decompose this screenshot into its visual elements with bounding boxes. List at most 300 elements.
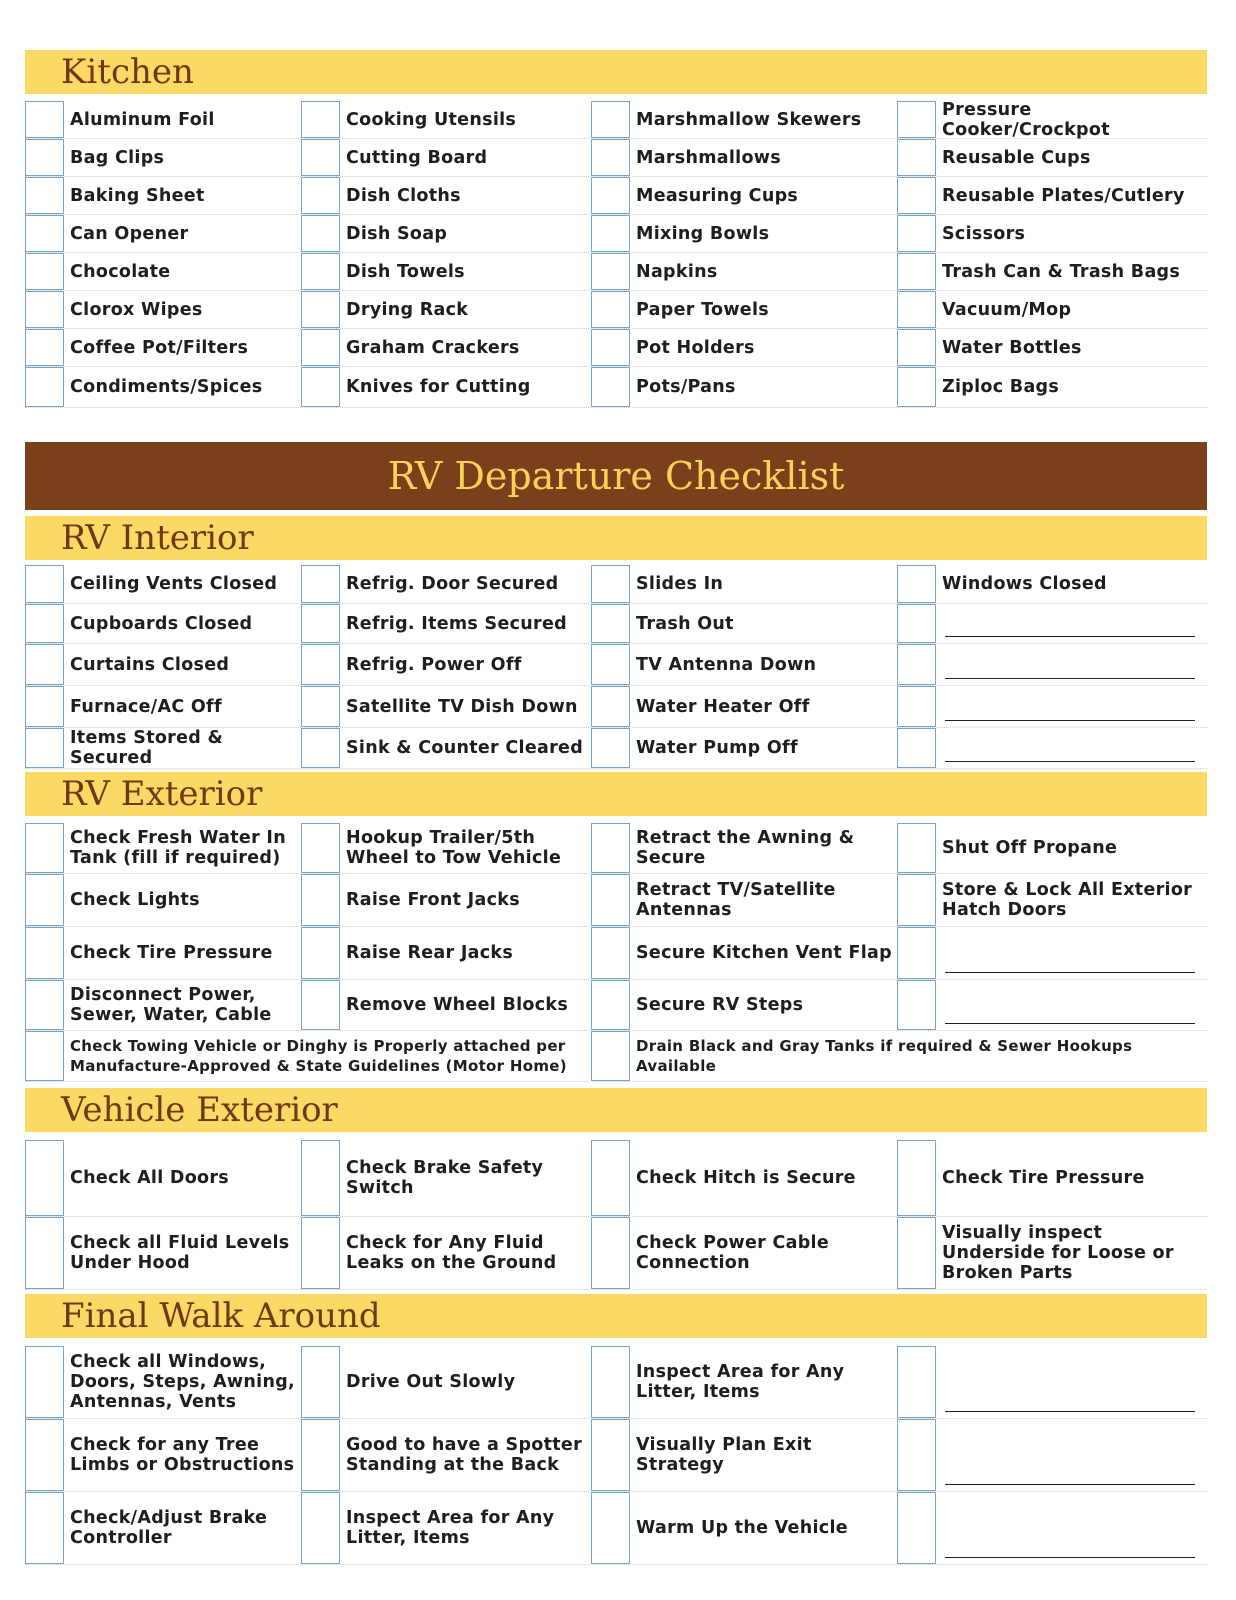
- item-label: Check Fresh Water In Tank (fill if required): [70, 828, 286, 868]
- item-label: Dish Soap: [346, 223, 448, 244]
- checklist-item: [897, 980, 1207, 1030]
- checkbox[interactable]: [897, 927, 936, 979]
- checkbox[interactable]: [897, 1140, 936, 1216]
- item-label: Raise Front Jacks: [346, 890, 520, 910]
- checklist-row: [25, 329, 1207, 367]
- checkbox[interactable]: [25, 728, 64, 768]
- checklist-row: [25, 823, 1207, 874]
- checkbox[interactable]: [591, 874, 630, 926]
- checklist-item: [25, 980, 301, 1030]
- checklist-row: [25, 139, 1207, 177]
- checklist-item: [897, 823, 1207, 873]
- item-label: Items Stored & Secured: [70, 728, 224, 768]
- checklist-row: [25, 1217, 1207, 1290]
- checkbox[interactable]: [897, 139, 936, 176]
- checklist-item: [591, 253, 897, 290]
- item-label: Chocolate: [70, 261, 171, 282]
- checklist-item: [591, 1217, 897, 1289]
- checkbox[interactable]: [25, 823, 64, 873]
- checkbox[interactable]: [591, 686, 630, 727]
- checklist-item: [301, 604, 591, 643]
- checkbox[interactable]: [897, 1492, 936, 1564]
- checklist-row: [25, 565, 1207, 604]
- checklist-item: [25, 823, 301, 873]
- checklist-item: [591, 291, 897, 328]
- item-label: Reusable Plates/Cutlery: [942, 185, 1185, 206]
- checkbox[interactable]: [591, 253, 630, 290]
- item-label: Napkins: [636, 261, 718, 282]
- checkbox[interactable]: [591, 215, 630, 252]
- checkbox[interactable]: [897, 1217, 936, 1289]
- checkbox[interactable]: [25, 1140, 64, 1216]
- checklist-item: [25, 101, 301, 138]
- checklist-item: [301, 1419, 591, 1491]
- checkbox[interactable]: [25, 980, 64, 1030]
- checkbox[interactable]: [301, 1346, 340, 1418]
- checklist-item: [301, 215, 591, 252]
- item-label: Check/Adjust Brake Controller: [70, 1508, 268, 1548]
- final-walk-title: Final Walk Around: [61, 1296, 381, 1336]
- item-label: Check all Windows, Doors, Steps, Awning, Antennas, Vents: [70, 1352, 295, 1412]
- item-label: Can Opener: [70, 223, 189, 244]
- checkbox[interactable]: [591, 367, 630, 407]
- checklist-item: [301, 874, 591, 926]
- checklist-row: [25, 728, 1207, 769]
- item-label: Condiments/Spices: [70, 377, 263, 397]
- page-title: RV Departure Checklist: [25, 442, 1207, 510]
- checkbox[interactable]: [301, 686, 340, 727]
- checklist-item: [301, 101, 591, 138]
- checklist-item: [897, 101, 1207, 138]
- checkbox[interactable]: [897, 253, 936, 290]
- checkbox[interactable]: [25, 139, 64, 176]
- checklist-row: [25, 1140, 1207, 1217]
- checkbox[interactable]: [897, 367, 936, 407]
- checkbox[interactable]: [25, 604, 64, 643]
- checklist-row: [25, 1031, 1207, 1082]
- checklist-item: [591, 1419, 897, 1491]
- item-label: Vacuum/Mop: [942, 299, 1072, 320]
- checklist-item: [25, 1419, 301, 1491]
- final-walk-header: [25, 1294, 1207, 1338]
- item-label: Inspect Area for Any Litter, Items: [346, 1508, 555, 1548]
- checkbox[interactable]: [591, 823, 630, 873]
- checklist-row: [25, 367, 1207, 408]
- checkbox[interactable]: [25, 215, 64, 252]
- item-label: Aluminum Foil: [70, 109, 215, 130]
- checkbox[interactable]: [25, 1492, 64, 1564]
- checklist-item: [591, 874, 897, 926]
- checklist-item: [897, 1140, 1207, 1216]
- blank-write-in-line: [945, 678, 1195, 679]
- checklist-item: [897, 565, 1207, 603]
- checklist-item: [591, 1140, 897, 1216]
- checklist-item: [897, 1217, 1207, 1289]
- checkbox[interactable]: [897, 644, 936, 685]
- item-label: Inspect Area for Any Litter, Items: [636, 1362, 845, 1402]
- blank-write-in-line: [945, 720, 1195, 721]
- checkbox[interactable]: [25, 367, 64, 407]
- checklist-row: [25, 604, 1207, 644]
- checklist-item: [897, 291, 1207, 328]
- item-label: Drive Out Slowly: [346, 1372, 516, 1392]
- item-label: Hookup Trailer/5th Wheel to Tow Vehicle: [346, 828, 562, 868]
- item-label: Secure RV Steps: [636, 995, 804, 1015]
- item-label: Remove Wheel Blocks: [346, 995, 569, 1015]
- checkbox[interactable]: [301, 367, 340, 407]
- item-label: Cupboards Closed: [70, 613, 253, 634]
- item-label: Refrig. Door Secured: [346, 574, 559, 594]
- rv-exterior-checklist: [25, 823, 1207, 1082]
- checkbox[interactable]: [25, 1419, 64, 1491]
- checklist-item: [25, 565, 301, 603]
- checklist-item: [25, 1217, 301, 1289]
- checkbox[interactable]: [591, 177, 630, 214]
- checkbox[interactable]: [25, 291, 64, 328]
- checklist-item: [25, 1140, 301, 1216]
- item-label: Disconnect Power, Sewer, Water, Cable: [70, 985, 272, 1025]
- checklist-item: [301, 329, 591, 366]
- checklist-item: [25, 139, 301, 176]
- blank-write-in-line: [945, 1023, 1195, 1024]
- checklist-item: [897, 728, 1207, 768]
- checkbox[interactable]: [301, 565, 340, 603]
- item-label: Raise Rear Jacks: [346, 943, 514, 963]
- checkbox[interactable]: [591, 291, 630, 328]
- blank-write-in-line: [945, 1484, 1195, 1485]
- checklist-item: [301, 823, 591, 873]
- checkbox[interactable]: [897, 1419, 936, 1491]
- checkbox[interactable]: [25, 329, 64, 366]
- checkbox[interactable]: [301, 604, 340, 643]
- item-label: Dish Cloths: [346, 185, 461, 206]
- checkbox[interactable]: [897, 101, 936, 138]
- checklist-item: [301, 291, 591, 328]
- checklist-item: [301, 644, 591, 685]
- checklist-item: [25, 215, 301, 252]
- checklist-item: [301, 253, 591, 290]
- checkbox[interactable]: [301, 823, 340, 873]
- blank-write-in-line: [945, 972, 1195, 973]
- checkbox[interactable]: [25, 253, 64, 290]
- item-label: Cutting Board: [346, 147, 488, 168]
- checklist-item: [301, 728, 591, 768]
- checklist-row: [25, 1346, 1207, 1419]
- item-label: Visually Plan Exit Strategy: [636, 1435, 812, 1475]
- item-label: Reusable Cups: [942, 147, 1091, 168]
- checklist-item: [897, 177, 1207, 214]
- item-label: Drain Black and Gray Tanks if required & Sewer Hookups Available: [636, 1037, 1133, 1075]
- item-label: Curtains Closed: [70, 654, 230, 675]
- checklist-item: [897, 644, 1207, 685]
- checkbox[interactable]: [301, 1217, 340, 1289]
- item-label: Good to have a Spotter Standing at the Back: [346, 1435, 583, 1475]
- checklist-row: [25, 253, 1207, 291]
- checklist-item: [25, 604, 301, 643]
- checklist-item: [25, 644, 301, 685]
- item-label: Check for any Tree Limbs or Obstructions: [70, 1435, 295, 1475]
- checklist-item: [591, 686, 897, 727]
- checkbox[interactable]: [591, 101, 630, 138]
- item-label: Check Lights: [70, 890, 200, 910]
- rv-exterior-header: [25, 772, 1207, 816]
- kitchen-checklist: [25, 101, 1207, 408]
- checkbox[interactable]: [591, 980, 630, 1030]
- checkbox[interactable]: [25, 565, 64, 603]
- checkbox[interactable]: [591, 1031, 630, 1081]
- checklist-item: [25, 874, 301, 926]
- checklist-item: [25, 1346, 301, 1418]
- checklist-item: [25, 329, 301, 366]
- checklist-item: [301, 367, 591, 407]
- checkbox[interactable]: [25, 686, 64, 727]
- checklist-item: [25, 367, 301, 407]
- item-label: Marshmallow Skewers: [636, 109, 862, 130]
- item-label: Visually inspect Underside for Loose or Broken Parts: [942, 1223, 1174, 1283]
- checklist-item: [591, 604, 897, 643]
- item-label: Water Heater Off: [636, 696, 810, 717]
- checkbox[interactable]: [897, 329, 936, 366]
- checkbox[interactable]: [301, 1140, 340, 1216]
- checklist-row: [25, 980, 1207, 1031]
- item-label: Trash Out: [636, 613, 734, 634]
- kitchen-header: [25, 50, 1207, 94]
- checklist-item: [301, 565, 591, 603]
- rv-interior-header: [25, 516, 1207, 560]
- blank-write-in-line: [945, 1411, 1195, 1412]
- rv-interior-checklist: [25, 565, 1207, 769]
- checkbox[interactable]: [897, 728, 936, 768]
- checklist-item: [301, 139, 591, 176]
- item-label: Slides In: [636, 574, 724, 594]
- checklist-item-wide: [25, 1031, 591, 1081]
- checkbox[interactable]: [301, 927, 340, 979]
- item-label: Scissors: [942, 223, 1026, 244]
- checklist-item: [591, 101, 897, 138]
- checklist-item: [25, 927, 301, 979]
- checkbox[interactable]: [591, 644, 630, 685]
- checkbox[interactable]: [897, 177, 936, 214]
- item-label: Shut Off Propane: [942, 838, 1118, 858]
- checkbox[interactable]: [591, 565, 630, 603]
- rv-interior-title: RV Interior: [61, 518, 254, 558]
- checklist-item: [591, 215, 897, 252]
- item-label: Knives for Cutting: [346, 377, 531, 397]
- item-label: Coffee Pot/Filters: [70, 337, 249, 358]
- checklist-item: [897, 1492, 1207, 1564]
- checklist-item: [897, 367, 1207, 407]
- checkbox[interactable]: [301, 215, 340, 252]
- checkbox[interactable]: [25, 101, 64, 138]
- checklist-item: [301, 1492, 591, 1564]
- checklist-item: [301, 980, 591, 1030]
- checkbox[interactable]: [25, 644, 64, 685]
- blank-write-in-line: [945, 761, 1195, 762]
- item-label: Paper Towels: [636, 299, 769, 320]
- checkbox[interactable]: [897, 291, 936, 328]
- checklist-item: [301, 927, 591, 979]
- checklist-item: [591, 980, 897, 1030]
- checklist-item: [591, 329, 897, 366]
- checklist-item: [591, 823, 897, 873]
- checkbox[interactable]: [591, 1492, 630, 1564]
- checklist-row: [25, 1419, 1207, 1492]
- checklist-item: [25, 253, 301, 290]
- item-label: Refrig. Power Off: [346, 654, 522, 675]
- checklist-row: [25, 1492, 1207, 1565]
- checklist-item: [25, 177, 301, 214]
- checkbox[interactable]: [301, 1419, 340, 1491]
- checklist-item: [897, 604, 1207, 643]
- checklist-row: [25, 874, 1207, 927]
- checkbox[interactable]: [301, 980, 340, 1030]
- checklist-item: [897, 329, 1207, 366]
- checklist-item: [591, 367, 897, 407]
- item-label: Refrig. Items Secured: [346, 613, 567, 634]
- checkbox[interactable]: [897, 604, 936, 643]
- checklist-row: [25, 291, 1207, 329]
- checkbox[interactable]: [301, 1492, 340, 1564]
- checklist-item: [301, 1217, 591, 1289]
- checkbox[interactable]: [25, 1031, 64, 1081]
- item-label: Retract the Awning & Secure: [636, 828, 855, 868]
- checklist-item: [591, 177, 897, 214]
- item-label: Graham Crackers: [346, 337, 520, 358]
- item-label: Measuring Cups: [636, 185, 799, 206]
- item-label: Check Towing Vehicle or Dinghy is Properly attached per Manufacture-Approved & State Guidelines (Motor Home): [70, 1037, 567, 1075]
- checklist-item: [591, 139, 897, 176]
- item-label: Warm Up the Vehicle: [636, 1518, 848, 1538]
- checklist-row: [25, 927, 1207, 980]
- vehicle-exterior-header: [25, 1088, 1207, 1132]
- item-label: Satellite TV Dish Down: [346, 696, 578, 717]
- rv-exterior-title: RV Exterior: [61, 774, 263, 814]
- item-label: Windows Closed: [942, 574, 1107, 594]
- checklist-row: [25, 686, 1207, 728]
- checkbox[interactable]: [301, 728, 340, 768]
- item-label: Marshmallows: [636, 147, 781, 168]
- item-label: Check Tire Pressure: [942, 1168, 1145, 1188]
- item-label: Drying Rack: [346, 299, 469, 320]
- checklist-row: [25, 177, 1207, 215]
- checklist-item: [897, 927, 1207, 979]
- checkbox[interactable]: [591, 1140, 630, 1216]
- checkbox[interactable]: [301, 139, 340, 176]
- item-label: Sink & Counter Cleared: [346, 738, 584, 758]
- checklist-item: [897, 139, 1207, 176]
- checklist-item: [25, 686, 301, 727]
- checklist-item: [897, 253, 1207, 290]
- checkbox[interactable]: [591, 604, 630, 643]
- kitchen-title: Kitchen: [61, 52, 194, 92]
- checklist-item: [591, 1346, 897, 1418]
- item-label: TV Antenna Down: [636, 654, 817, 675]
- vehicle-exterior-checklist: [25, 1140, 1207, 1290]
- item-label: Check Hitch is Secure: [636, 1168, 856, 1188]
- checkbox[interactable]: [591, 728, 630, 768]
- checkbox[interactable]: [897, 874, 936, 926]
- checklist-item: [897, 215, 1207, 252]
- checkbox[interactable]: [25, 1346, 64, 1418]
- checkbox[interactable]: [897, 1346, 936, 1418]
- checkbox[interactable]: [301, 253, 340, 290]
- checkbox[interactable]: [25, 177, 64, 214]
- checkbox[interactable]: [25, 1217, 64, 1289]
- checklist-item: [301, 177, 591, 214]
- item-label: Check for Any Fluid Leaks on the Ground: [346, 1233, 557, 1273]
- vehicle-exterior-title: Vehicle Exterior: [61, 1090, 338, 1130]
- item-label: Mixing Bowls: [636, 223, 770, 244]
- checkbox[interactable]: [25, 927, 64, 979]
- item-label: Furnace/AC Off: [70, 696, 222, 717]
- checklist-item: [591, 728, 897, 768]
- checkbox[interactable]: [897, 686, 936, 727]
- checklist-item: [591, 565, 897, 603]
- item-label: Pots/Pans: [636, 377, 736, 397]
- item-label: Baking Sheet: [70, 185, 205, 206]
- item-label: Check Power Cable Connection: [636, 1233, 830, 1273]
- checkbox[interactable]: [591, 139, 630, 176]
- checkbox[interactable]: [897, 215, 936, 252]
- checkbox[interactable]: [301, 101, 340, 138]
- checklist-item: [897, 1419, 1207, 1491]
- checklist-item: [591, 644, 897, 685]
- checkbox[interactable]: [301, 329, 340, 366]
- item-label: Check Brake Safety Switch: [346, 1158, 544, 1198]
- checkbox[interactable]: [897, 980, 936, 1030]
- checkbox[interactable]: [301, 177, 340, 214]
- blank-write-in-line: [945, 1557, 1195, 1558]
- item-label: Dish Towels: [346, 261, 465, 282]
- final-walk-checklist: [25, 1346, 1207, 1565]
- item-label: Check Tire Pressure: [70, 943, 273, 963]
- item-label: Pressure Cooker/Crockpot: [942, 99, 1110, 140]
- checkbox[interactable]: [301, 874, 340, 926]
- checkbox[interactable]: [591, 1419, 630, 1491]
- checklist-item: [301, 686, 591, 727]
- checklist-item-wide: [591, 1031, 1207, 1081]
- checklist-row: [25, 215, 1207, 253]
- checkbox[interactable]: [897, 823, 936, 873]
- checklist-item: [897, 686, 1207, 727]
- checklist-item: [301, 1140, 591, 1216]
- checkbox[interactable]: [591, 1346, 630, 1418]
- checklist-item: [301, 1346, 591, 1418]
- blank-write-in-line: [945, 636, 1195, 637]
- item-label: Clorox Wipes: [70, 299, 203, 320]
- checklist-item: [25, 1492, 301, 1564]
- checkbox[interactable]: [591, 927, 630, 979]
- checklist-item: [25, 728, 301, 768]
- item-label: Water Bottles: [942, 337, 1082, 358]
- item-label: Check All Doors: [70, 1168, 230, 1188]
- item-label: Water Pump Off: [636, 738, 798, 758]
- item-label: Cooking Utensils: [346, 109, 517, 130]
- checkbox[interactable]: [591, 1217, 630, 1289]
- item-label: Ceiling Vents Closed: [70, 574, 278, 594]
- checkbox[interactable]: [25, 874, 64, 926]
- checklist-item: [897, 874, 1207, 926]
- checkbox[interactable]: [591, 329, 630, 366]
- checkbox[interactable]: [897, 565, 936, 603]
- checkbox[interactable]: [301, 291, 340, 328]
- item-label: Check all Fluid Levels Under Hood: [70, 1233, 290, 1273]
- checklist-item: [897, 1346, 1207, 1418]
- item-label: Ziploc Bags: [942, 377, 1060, 397]
- checkbox[interactable]: [301, 644, 340, 685]
- item-label: Retract TV/Satellite Antennas: [636, 880, 836, 920]
- item-label: Pot Holders: [636, 337, 755, 358]
